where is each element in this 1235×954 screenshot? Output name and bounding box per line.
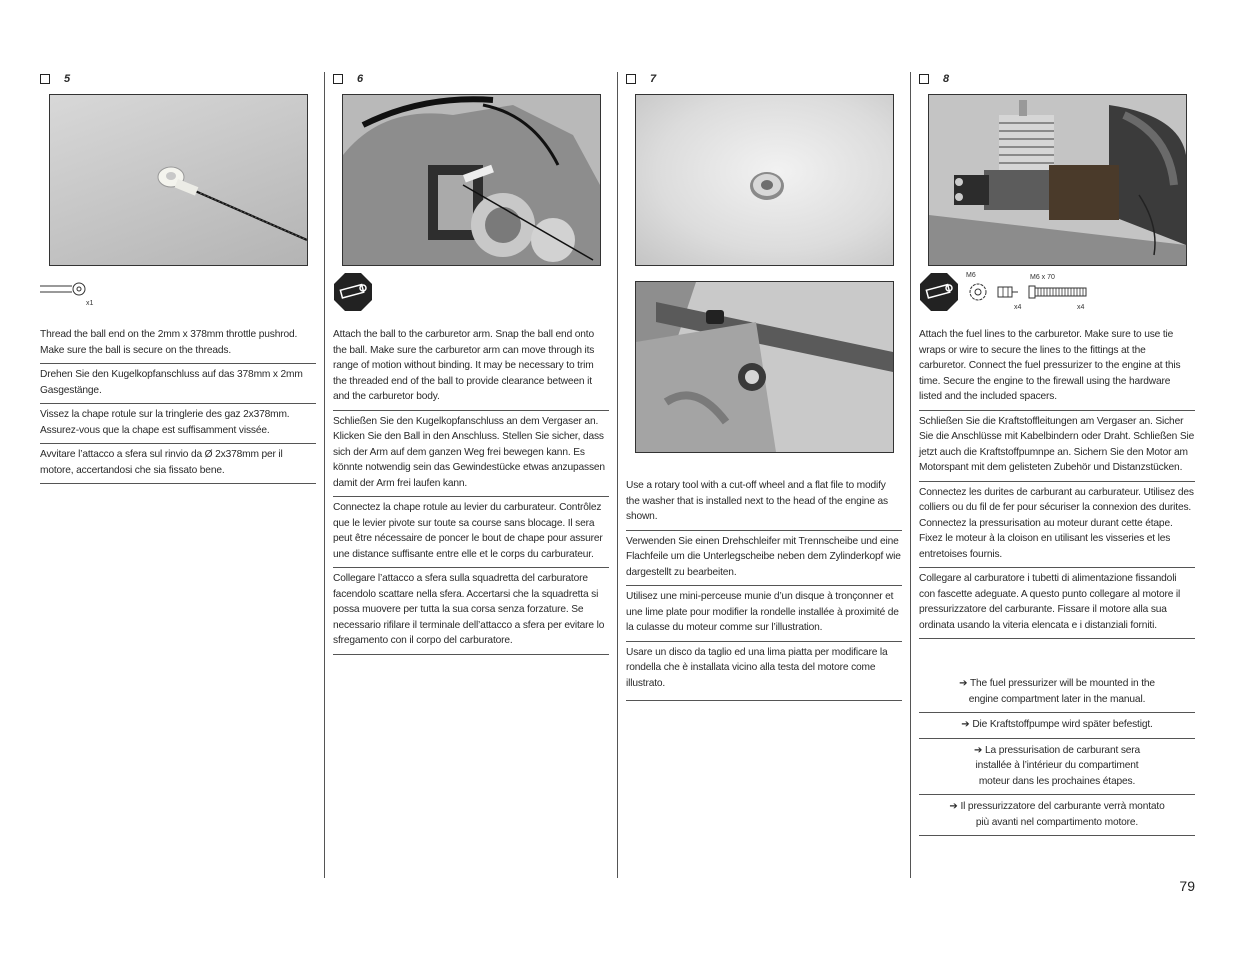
step-8-photo [928,94,1187,266]
note-de: ➔ Die Kraftstoffpumpe wird später befestigt. [919,713,1195,739]
column-divider [617,72,618,878]
arrow-right-icon: ➔ [949,801,958,812]
paragraph-de: Drehen Sie den Kugelkopfanschluss auf das 378mm x 2mm Gasgestänge. [40,364,316,404]
paragraph-en: Use a rotary tool with a cut-off wheel and a flat file to modify the washer that is installed next to the head of the engine as shown. [626,475,902,531]
hardware-label: M6 [966,272,976,279]
hardware-qty: x1 [86,300,94,307]
column-divider [910,72,911,878]
nut-icon [996,285,1020,299]
step-5-header [40,73,70,85]
paragraph-en: Attach the fuel lines to the carburetor. Make sure to use tie wraps or wire to secure the lines to the fittings at the carburetor. Connect the fuel pressurizer to the engine at this time. Secure the engine to the firewall using the hardware listed and the included spacers. [919,324,1195,411]
checkbox-icon[interactable] [919,74,929,84]
arrow-right-icon: ➔ [961,719,970,730]
note-en: ➔ The fuel pressurizer will be mounted in the engine compartment later in the manual. [919,672,1195,713]
step-7-photo-washer [635,94,894,266]
step-number: 8 [943,73,950,85]
step-5-text [40,324,316,484]
hardware-qty: x4 [1077,304,1085,311]
paragraph-it: Avvitare l’attacco a sfera sul rinvio da Ø 2x378mm per il motore, accertandosi che sia fissato bene. [40,444,316,484]
checkbox-icon[interactable] [333,74,343,84]
paragraph-fr: Utilisez une mini-perceuse munie d’un disque à tronçonner et une lime plate pour modifier la rondelle installée à proximité de la culasse du moteur comme sur l’illustration. [626,586,902,642]
checkbox-icon[interactable] [626,74,636,84]
column-divider [324,72,325,878]
paragraph-it: Collegare al carburatore i tubetti di alimentazione fissandoli con fascette adeguate. A questo punto collegare al motore il pressurizzatore del carburante. Fissare il motore alla sua ordinata usando la viteria elencata e i distanziali forniti. [919,568,1195,639]
step-5-photo [49,94,308,266]
paragraph-en: Attach the ball to the carburetor arm. Snap the ball end onto the ball. Make sure the carburetor arm can move through its range of motion without binding. It may be necessary to trim the threaded end of the ball to provide clearance between it and the carburetor body. [333,324,609,411]
step-number: 6 [357,73,364,85]
paragraph-de: Schließen Sie die Kraftstoffleitungen am Vergaser an. Sicher Sie die Anschlüsse mit Kabelbindern oder Draht. Schließen Sie jetzt auch die Kraftstoffpumnpe an. Sichern Sie den Motor am Motorspant mit dem gelisteten Zubehör und Distanzstücken. [919,411,1195,482]
step-number: 5 [64,73,71,85]
hardware-qty: x4 [1014,304,1022,311]
paragraph-en: Thread the ball end on the 2mm x 378mm throttle pushrod. Make sure the ball is secure on the threads. [40,324,316,364]
step-7-photo-engine [635,281,894,453]
paragraph-it: Usare un disco da taglio ed una lima piatta per modificare la rondella che è installata vicino alla testa del motore come illustrato. [626,642,902,702]
washer-icon [968,282,990,302]
step-6-photo [342,94,601,266]
note-it: ➔ Il pressurizzatore del carburante verrà montato più avanti nel compartimento motore. [919,795,1195,836]
paragraph-de: Schließen Sie den Kugelkopfanschluss an dem Vergaser an. Klicken Sie den Ball in den Anschluss. Stellen Sie sicher, dass sich der Arm auf dem ganzen Weg frei bewegen kann. Es könnte notwendig sein das Gewindestücke etwas anzupassen damit der Arm frei laufen kann. [333,411,609,498]
arrow-right-icon: ➔ [959,678,968,689]
step-8-text [919,324,1195,836]
paragraph-it: Collegare l’attacco a sfera sulla squadretta del carburatore facendolo scattare nella sfera. Accertarsi che la squadretta si possa muovere per tutta la sua corsa senza forzature. Se necessario rifilare il terminale dell’attacco a sfera per evitare lo sfregamento con il corpo del carburatore. [333,568,609,655]
ball-end-icon [40,282,90,296]
bolt-icon [1028,285,1088,299]
rotary-tool-icon [919,272,959,312]
arrow-right-icon: ➔ [973,744,983,756]
note-fr: ➔ La pressurisation de carburant sera installée à l’intérieur du compartiment moteur dans les prochaines étapes. [919,739,1195,796]
step-6-text [333,324,609,655]
step-number: 7 [650,73,657,85]
step-7-text [626,475,902,701]
hardware-label: M6 x 70 [1030,274,1055,281]
paragraph-fr: Vissez la chape rotule sur la tringlerie des gaz 2x378mm. Assurez-vous que la chape est suffisamment vissée. [40,404,316,444]
step-6-header [333,73,363,85]
paragraph-fr: Connectez la chape rotule au levier du carburateur. Contrôlez que le levier pivote sur toute sa course sans blocage. Il sera peut être nécessaire de poncer le bout de chape pour assurer une distance suffisante entre elle et le corps du carburateur. [333,497,609,568]
checkbox-icon[interactable] [40,74,50,84]
paragraph-de: Verwenden Sie einen Drehschleifer mit Trennscheibe und eine Flachfeile um die Unterlegscheibe neben dem Zylinderkopf wie dargestellt zu bearbeiten. [626,531,902,587]
hex-wrench-icon [333,272,373,312]
step-8-header [919,73,949,85]
paragraph-fr: Connectez les durites de carburant au carburateur. Utilisez des colliers ou du fil de fer pour sécuriser la connexion des durites. Connectez la pressurisation au moteur durant cette étape. Fixez le moteur à la cloison en utilisant les visseries et les entretoises fournis. [919,482,1195,569]
step-7-header [626,73,656,85]
page-number: 79 [1179,878,1195,894]
